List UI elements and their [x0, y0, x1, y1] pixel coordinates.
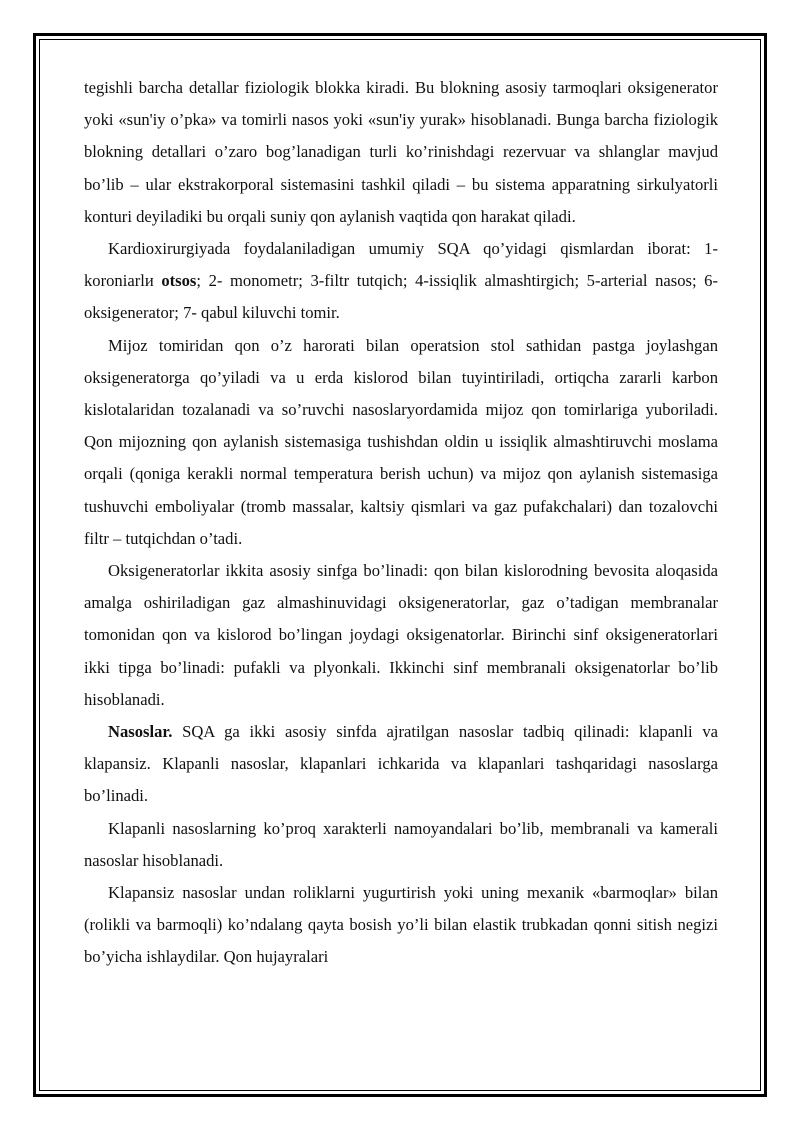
paragraph-2-bold-term: otsos [161, 271, 197, 291]
paragraph-1: tegishli barcha detallar fiziologik blokka kiradi. Bu blokning asosiy tarmoqlari oksigenerator yoki «sun'iy o’pka» va tomirli nasos yoki «sun'iy yurak» hisoblanadi. Bunga barcha fiziologik blokning detallari o’zaro bog’lanadigan turli ko’rinishdagi rezervuar va shlanglar mavjud bo’lib – ular ekstrakorporal sistemasini tashkil qiladi – bu sistema apparatning sirkulyatorli konturi deyiladiki bu orqali suniy qon aylanish vaqtida qon harakat qiladi. [84, 78, 718, 226]
paragraph-6: Klapanli nasoslarning ko’proq xarakterli namoyandalari bo’lib, membranali va kamerali nasoslar hisoblanadi. [84, 818, 718, 870]
paragraph-2 [84, 233, 718, 330]
paragraph-5 [84, 716, 718, 813]
paragraph-4: Oksigeneratorlar ikkita asosiy sinfga bo’linadi: qon bilan kislorodning bevosita aloqasida amalga oshiriladigan gaz almashinuvidagi oksigeneratorlar, gaz o’tadigan membranalar tomonidan qon va kislorod bo’lingan joydagi oksigenatorlar. Birinchi sinf oksigeneratorlari ikki tipga bo’linadi: pufakli va plyonkali. Ikkinchi sinf membranali oksigenatorlar bo’lib hisoblanadi. [84, 561, 718, 709]
document-body [84, 72, 718, 974]
paragraph-2-text-before: Kardioxirurgiyada foydalaniladigan umumiy SQA qo’yidagi qismlardan iborat: 1- koroniarlи [84, 239, 718, 291]
paragraph-2-text-after: ; 2- monometr; 3-filtr tutqich; 4-issiqlik almashtirgich; 5-arterial nasos; 6-oksigenerator; 7- qabul kiluvchi tomir. [84, 271, 719, 323]
paragraph-7: Klapansiz nasoslar undan roliklarni yugurtirish yoki uning mexanik «barmoqlar» bilan (rolikli va barmoqli) ko’ndalang qayta bosish yo’li bilan elastik trubkadan qonni sitish negizi bo’yicha ishlaydilar. Qon hujayralari [84, 883, 718, 967]
paragraph-5-heading: Nasoslar. [108, 722, 173, 742]
paragraph-5-text: SQA ga ikki asosiy sinfda ajratilgan nasoslar tadbiq qilinadi: klapanli va klapansiz. Klapanli nasoslar, klapanlari ichkarida va klapanlari tashqaridagi nasoslarga bo’linadi. [84, 722, 718, 806]
paragraph-3: Mijoz tomiridan qon o’z harorati bilan operatsion stol sathidan pastga joylashgan oksigeneratorga qo’yiladi va u erda kislorod bilan tuyintiriladi, ortiqcha zararli karbon kislotalaridan tozalanadi va so’ruvchi nasoslaryordamida mijoz qon tomirlariga yuboriladi. Qon mijozning qon aylanish sistemasiga tushishdan oldin u issiqlik almashtiruvchi moslama orqali (qoniga kerakli normal temperatura berish uchun) va mijoz qon aylanish sistemasiga tushuvchi emboliyalar (tromb massalar, kaltsiy qismlari va gaz pufakchalari) dan tozalovchi filtr – tutqichdan o’tadi. [84, 335, 718, 548]
